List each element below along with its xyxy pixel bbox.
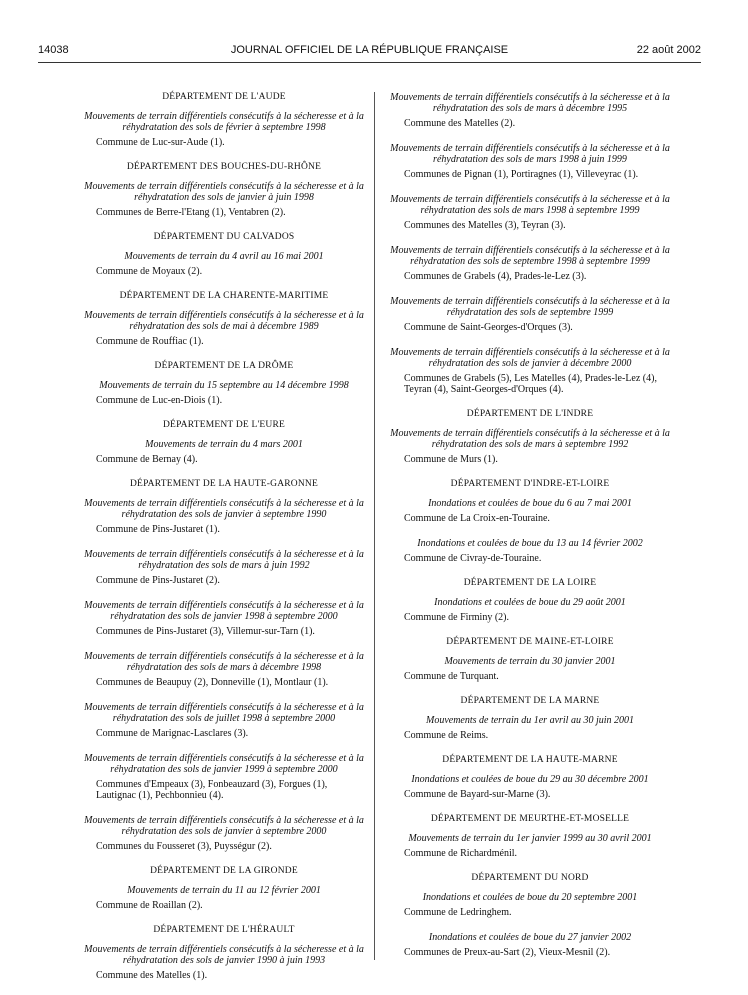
- department-heading: DÉPARTEMENT DE L'HÉRAULT: [153, 925, 295, 935]
- commune-list: Commune de Saint-Georges-d'Orques (3).: [404, 322, 573, 333]
- event-description: Mouvements de terrain différentiels consécutifs à la sécheresse et à la réhydratation des sols de janvier à septembre 1990: [84, 498, 364, 520]
- right-column: [384, 92, 676, 972]
- department-heading: DÉPARTEMENT DE MEURTHE-ET-MOSELLE: [430, 814, 630, 824]
- event-description: Mouvements de terrain du 4 mars 2001: [145, 439, 303, 450]
- commune-list: Communes des Matelles (3), Teyran (3).: [404, 220, 566, 231]
- department-heading: DÉPARTEMENT DE L'EURE: [163, 420, 285, 430]
- department-heading: DÉPARTEMENT DE LA HAUTE-GARONNE: [130, 479, 318, 489]
- department-heading: DÉPARTEMENT DE LA MARNE: [460, 696, 600, 706]
- page-number: 14038: [38, 44, 69, 56]
- event-description: Mouvements de terrain du 1er avril au 30 juin 2001: [425, 715, 635, 726]
- event-description: Mouvements de terrain différentiels consécutifs à la sécheresse et à la réhydratation des sols de mars 1998 à septembre 1999: [390, 194, 670, 216]
- commune-list: Communes de Grabels (5), Les Matelles (4), Prades-le-Lez (4), Teyran (4), Saint-Georges-d'Orques (4).: [404, 373, 657, 395]
- event-description: Mouvements de terrain différentiels consécutifs à la sécheresse et à la réhydratation des sols de janvier à septembre 2000: [84, 815, 364, 837]
- publication-date: 22 août 2002: [636, 44, 701, 56]
- commune-list: Commune de Reims.: [404, 730, 489, 741]
- column-divider: [374, 92, 375, 960]
- commune-list: Commune de Moyaux (2).: [96, 266, 203, 277]
- event-description: Inondations et coulées de boue du 13 au 14 février 2002: [417, 538, 643, 549]
- commune-list: Commune de La Croix-en-Touraine.: [404, 513, 550, 524]
- department-heading: DÉPARTEMENT DU NORD: [471, 873, 589, 883]
- commune-list: Commune de Bayard-sur-Marne (3).: [404, 789, 551, 800]
- commune-list: Commune de Pins-Justaret (1).: [96, 524, 220, 535]
- commune-list: Communes de Beaupuy (2), Donneville (1), Montlaur (1).: [96, 677, 329, 688]
- event-description: Mouvements de terrain différentiels consécutifs à la sécheresse et à la réhydratation des sols de janvier 1990 à juin 1993: [84, 944, 364, 966]
- event-description: Mouvements de terrain du 1er janvier 1999 au 30 avril 2001: [408, 833, 652, 844]
- event-description: Inondations et coulées de boue du 29 au 30 décembre 2001: [411, 774, 649, 785]
- commune-list: Commune de Firminy (2).: [404, 612, 509, 623]
- left-column: [82, 92, 366, 995]
- department-heading: DÉPARTEMENT DE MAINE-ET-LOIRE: [446, 637, 614, 647]
- event-description: Mouvements de terrain différentiels consécutifs à la sécheresse et à la réhydratation des sols de janvier 1999 à septembre 2000: [84, 753, 364, 775]
- department-heading: DÉPARTEMENT DE LA DRÔME: [154, 361, 294, 371]
- commune-list: Communes de Pins-Justaret (3), Villemur-sur-Tarn (1).: [96, 626, 315, 637]
- commune-list: Communes de Pignan (1), Portiragnes (1), Villeveyrac (1).: [404, 169, 639, 180]
- event-description: Mouvements de terrain différentiels consécutifs à la sécheresse et à la réhydratation des sols de janvier 1998 à septembre 2000: [84, 600, 364, 622]
- commune-list: Commune de Richardménil.: [404, 848, 518, 859]
- event-description: Mouvements de terrain différentiels consécutifs à la sécheresse et à la réhydratation des sols de mai à décembre 1989: [84, 310, 364, 332]
- commune-list: Commune des Matelles (2).: [404, 118, 516, 129]
- event-description: Mouvements de terrain différentiels consécutifs à la sécheresse et à la réhydratation des sols de mars à décembre 1998: [84, 651, 364, 673]
- event-description: Mouvements de terrain différentiels consécutifs à la sécheresse et à la réhydratation des sols de janvier à juin 1998: [84, 181, 364, 203]
- event-description: Inondations et coulées de boue du 29 août 2001: [434, 597, 626, 608]
- department-heading: DÉPARTEMENT DE LA GIRONDE: [150, 866, 298, 876]
- commune-list: Commune de Luc-en-Diois (1).: [96, 395, 223, 406]
- commune-list: Commune de Civray-de-Touraine.: [404, 553, 542, 564]
- event-description: Inondations et coulées de boue du 27 janvier 2002: [428, 932, 632, 943]
- department-heading: DÉPARTEMENT DE LA LOIRE: [463, 578, 597, 588]
- event-description: Mouvements de terrain différentiels consécutifs à la sécheresse et à la réhydratation des sols de mars à juin 1992: [84, 549, 364, 571]
- department-heading: DÉPARTEMENT DES BOUCHES-DU-RHÔNE: [126, 162, 322, 172]
- event-description: Mouvements de terrain différentiels consécutifs à la sécheresse et à la réhydratation des sols de février à septembre 1998: [84, 111, 364, 133]
- page-header: [38, 44, 701, 63]
- event-description: Mouvements de terrain différentiels consécutifs à la sécheresse et à la réhydratation des sols de mars à décembre 1995: [390, 92, 670, 114]
- commune-list: Commune de Murs (1).: [404, 454, 498, 465]
- event-description: Mouvements de terrain du 4 avril au 16 mai 2001: [124, 251, 324, 262]
- commune-list: Commune des Matelles (1).: [96, 970, 208, 981]
- department-heading: DÉPARTEMENT D'INDRE-ET-LOIRE: [450, 479, 610, 489]
- event-description: Mouvements de terrain différentiels consécutifs à la sécheresse et à la réhydratation des sols de mars à septembre 1992: [390, 428, 670, 450]
- commune-list: Commune de Roaillan (2).: [96, 900, 203, 911]
- commune-list: Communes de Preux-au-Sart (2), Vieux-Mesnil (2).: [404, 947, 611, 958]
- commune-list: Commune de Luc-sur-Aude (1).: [96, 137, 225, 148]
- commune-list: Communes de Grabels (4), Prades-le-Lez (3).: [404, 271, 587, 282]
- event-description: Mouvements de terrain du 30 janvier 2001: [444, 656, 616, 667]
- department-heading: DÉPARTEMENT DE L'INDRE: [466, 409, 594, 419]
- event-description: Mouvements de terrain différentiels consécutifs à la sécheresse et à la réhydratation des sols de septembre 1999: [390, 296, 670, 318]
- commune-list: Communes de Berre-l'Etang (1), Ventabren (2).: [96, 207, 286, 218]
- commune-list: Commune de Turquant.: [404, 671, 499, 682]
- commune-list: Commune de Marignac-Lasclares (3).: [96, 728, 249, 739]
- commune-list: Communes du Fousseret (3), Puysségur (2).: [96, 841, 272, 852]
- event-description: Mouvements de terrain différentiels consécutifs à la sécheresse et à la réhydratation des sols de janvier à décembre 2000: [390, 347, 670, 369]
- commune-list: Commune de Pins-Justaret (2).: [96, 575, 220, 586]
- department-heading: DÉPARTEMENT DU CALVADOS: [153, 232, 295, 242]
- event-description: Inondations et coulées de boue du 20 septembre 2001: [422, 892, 638, 903]
- department-heading: DÉPARTEMENT DE LA HAUTE-MARNE: [442, 755, 618, 765]
- department-heading: DÉPARTEMENT DE L'AUDE: [162, 92, 286, 102]
- commune-list: Communes d'Empeaux (3), Fonbeauzard (3), Forgues (1), Lautignac (1), Pechbonnieu (4).: [96, 779, 328, 801]
- commune-list: Commune de Rouffiac (1).: [96, 336, 204, 347]
- event-description: Mouvements de terrain du 11 au 12 février 2001: [127, 885, 321, 896]
- event-description: Mouvements de terrain du 15 septembre au 14 décembre 1998: [99, 380, 349, 391]
- event-description: Inondations et coulées de boue du 6 au 7 mai 2001: [428, 498, 632, 509]
- event-description: Mouvements de terrain différentiels consécutifs à la sécheresse et à la réhydratation des sols de mars 1998 à juin 1999: [390, 143, 670, 165]
- journal-title: JOURNAL OFFICIEL DE LA RÉPUBLIQUE FRANÇAISE: [230, 44, 509, 56]
- department-heading: DÉPARTEMENT DE LA CHARENTE-MARITIME: [119, 291, 329, 301]
- event-description: Mouvements de terrain différentiels consécutifs à la sécheresse et à la réhydratation des sols de septembre 1998 à septembre 1999: [390, 245, 670, 267]
- event-description: Mouvements de terrain différentiels consécutifs à la sécheresse et à la réhydratation des sols de juillet 1998 à septembre 2000: [84, 702, 364, 724]
- commune-list: Commune de Bernay (4).: [96, 454, 198, 465]
- commune-list: Commune de Ledringhem.: [404, 907, 512, 918]
